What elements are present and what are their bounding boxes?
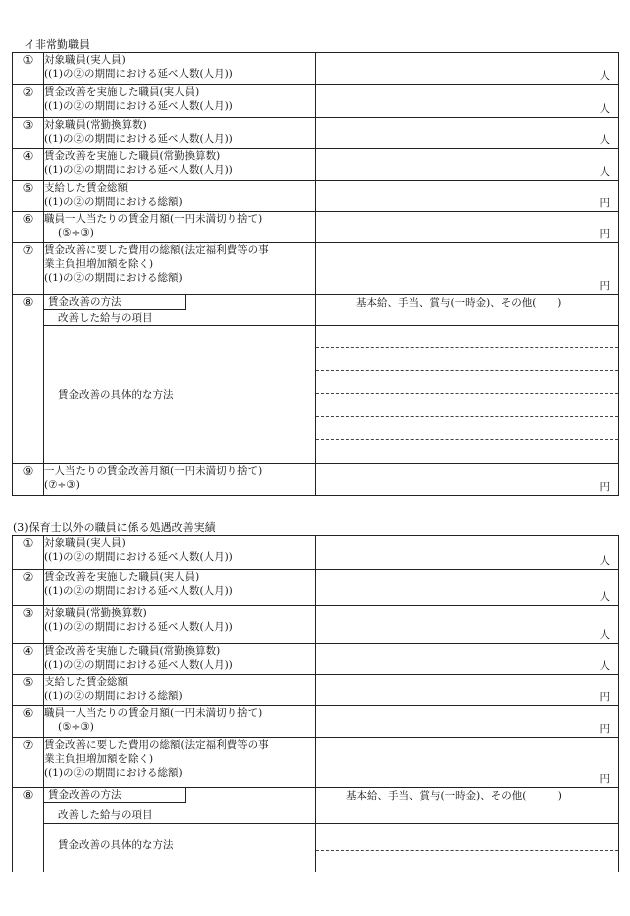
table-row [13, 212, 619, 243]
value-field[interactable] [316, 85, 619, 118]
row-number: ⑤ [13, 181, 44, 212]
row-label-line: 業主負担増加額を除く) [44, 258, 154, 270]
row-number: ⑥ [13, 212, 44, 243]
method-options-field[interactable] [316, 295, 619, 326]
table-row [13, 644, 619, 675]
row-label-line: ((1)の②の期間における延べ人数(人月)) [44, 133, 233, 145]
method-row [13, 788, 619, 824]
unit-label: 人 [599, 591, 610, 603]
dotted-line [316, 347, 618, 348]
part-time-staff-table [12, 52, 619, 496]
row-number: ⑦ [13, 738, 44, 788]
row-label-line: ((1)の②の期間における総額) [44, 272, 183, 284]
specific-method-label: 賃金改善の具体的な方法 [44, 326, 316, 464]
unit-label: 人 [599, 660, 610, 672]
row-label-line: 賃金改善を実施した職員(実人員) [44, 571, 200, 583]
row-label-line: ((1)の②の期間における総額) [44, 196, 183, 208]
row-number: ① [13, 53, 44, 85]
unit-label: 人 [599, 70, 610, 82]
row-label [44, 706, 316, 738]
method-options: 基本給、手当、賞与(一時金)、その他( ) [346, 790, 562, 802]
row-label-line: 支給した賃金総額 [44, 676, 128, 688]
method-options: 基本給、手当、賞与(一時金)、その他( ) [356, 297, 562, 309]
row-label [44, 181, 316, 212]
row-label [44, 243, 316, 295]
specific-method-label: 賃金改善の具体的な方法 [44, 824, 316, 894]
table-row [13, 675, 619, 706]
section-title-part-time: イ非常勤職員 [24, 38, 90, 51]
specific-method-field[interactable] [316, 326, 619, 464]
unit-label: 円 [599, 197, 610, 209]
table-row [13, 118, 619, 149]
value-field[interactable] [316, 243, 619, 295]
table-row [13, 606, 619, 644]
method-detail-row [13, 326, 619, 464]
table-row [13, 243, 619, 295]
value-field[interactable] [316, 181, 619, 212]
row-label-line: 支給した賃金総額 [44, 182, 128, 194]
method-row [13, 295, 619, 326]
method-label: 賃金改善の方法 [44, 788, 186, 803]
unit-label: 円 [599, 228, 610, 240]
row-number: ⑦ [13, 243, 44, 295]
unit-label: 人 [599, 555, 610, 567]
table-row [13, 570, 619, 606]
row-label-line: ((1)の②の期間における総額) [44, 767, 183, 779]
row-number: ④ [13, 149, 44, 181]
row-label-line: ((1)の②の期間における延べ人数(人月)) [44, 68, 233, 80]
dotted-line [316, 439, 618, 440]
table-row [13, 149, 619, 181]
row-label [44, 536, 316, 570]
row-label [44, 606, 316, 644]
method-label: 賃金改善の方法 [44, 295, 186, 310]
row-label-line: 一人当たりの賃金改善月額(一円未満切り捨て) [44, 465, 263, 477]
row-label-line: (⑤÷③) [58, 721, 94, 733]
table-row [13, 536, 619, 570]
row-label-line: 職員一人当たりの賃金月額(一円未満切り捨て) [44, 707, 263, 719]
table-row [13, 706, 619, 738]
row-label [44, 85, 316, 118]
row-label-line: ((1)の②の期間における延べ人数(人月)) [44, 659, 233, 671]
value-field[interactable] [316, 738, 619, 788]
value-field[interactable] [316, 706, 619, 738]
page-bottom-margin [0, 872, 630, 916]
row-label-line: 業主負担増加額を除く) [44, 753, 154, 765]
row-label-line: ((1)の②の期間における延べ人数(人月)) [44, 621, 233, 633]
row-label-line: ((1)の②の期間における延べ人数(人月)) [44, 551, 233, 563]
row-label-line: 対象職員(常勤換算数) [44, 607, 147, 619]
unit-label: 人 [599, 103, 610, 115]
row-label [44, 53, 316, 85]
improved-items-label: 改善した給与の項目 [58, 809, 153, 821]
unit-label: 人 [599, 134, 610, 146]
row-label-line: 対象職員(常勤換算数) [44, 119, 147, 131]
row-number: ⑧ [13, 295, 44, 464]
unit-label: 円 [599, 723, 610, 735]
row-number: ⑨ [13, 464, 44, 496]
unit-label: 人 [599, 629, 610, 641]
dotted-line [316, 393, 618, 394]
improved-items-label: 改善した給与の項目 [58, 312, 153, 324]
dotted-line [316, 850, 618, 851]
row-number: ④ [13, 644, 44, 675]
row-number: ② [13, 570, 44, 606]
method-label-cell [44, 295, 316, 326]
row-label [44, 149, 316, 181]
row-number: ③ [13, 118, 44, 149]
row-label [44, 118, 316, 149]
row-label-line: (⑦÷③) [44, 479, 80, 491]
unit-label: 円 [599, 773, 610, 785]
dotted-line [316, 370, 618, 371]
row-label [44, 464, 316, 496]
value-field[interactable] [316, 118, 619, 149]
value-field[interactable] [316, 464, 619, 496]
value-field[interactable] [316, 606, 619, 644]
row-label [44, 570, 316, 606]
row-label-line: ((1)の②の期間における延べ人数(人月)) [44, 585, 233, 597]
value-field[interactable] [316, 570, 619, 606]
method-options-field[interactable] [316, 788, 619, 824]
value-field[interactable] [316, 149, 619, 181]
table-row [13, 85, 619, 118]
row-number: ③ [13, 606, 44, 644]
value-field[interactable] [316, 212, 619, 243]
row-label-line: 賃金改善を実施した職員(常勤換算数) [44, 150, 221, 162]
table-row [13, 53, 619, 85]
row-label-line: 職員一人当たりの賃金月額(一円未満切り捨て) [44, 213, 263, 225]
row-label-line: ((1)の②の期間における総額) [44, 690, 183, 702]
row-label [44, 644, 316, 675]
row-label-line: 対象職員(実人員) [44, 537, 126, 549]
value-field[interactable] [316, 675, 619, 706]
row-number: ⑥ [13, 706, 44, 738]
section-title-non-nursery-staff: (3)保育士以外の職員に係る処遇改善実績 [13, 521, 216, 534]
unit-label: 円 [599, 481, 610, 493]
row-label [44, 738, 316, 788]
method-label-cell [44, 788, 316, 824]
row-label-line: ((1)の②の期間における延べ人数(人月)) [44, 100, 233, 112]
row-label [44, 675, 316, 706]
table-row [13, 738, 619, 788]
row-number: ⑧ [13, 788, 44, 894]
row-label-line: (⑤÷③) [58, 227, 94, 239]
table-row [13, 464, 619, 496]
row-label-line: 賃金改善に要した費用の総額(法定福利費等の事 [44, 739, 269, 751]
value-field[interactable] [316, 536, 619, 570]
dotted-line [316, 416, 618, 417]
row-label [44, 212, 316, 243]
table-row [13, 181, 619, 212]
unit-label: 円 [599, 280, 610, 292]
row-label-line: 対象職員(実人員) [44, 54, 126, 66]
row-label-line: ((1)の②の期間における延べ人数(人月)) [44, 164, 233, 176]
non-nursery-staff-table [12, 535, 619, 894]
row-label-line: 賃金改善を実施した職員(実人員) [44, 86, 200, 98]
unit-label: 人 [599, 166, 610, 178]
row-number: ① [13, 536, 44, 570]
value-field[interactable] [316, 53, 619, 85]
row-number: ⑤ [13, 675, 44, 706]
row-label-line: 賃金改善を実施した職員(常勤換算数) [44, 645, 221, 657]
row-number: ② [13, 85, 44, 118]
unit-label: 円 [599, 691, 610, 703]
value-field[interactable] [316, 644, 619, 675]
row-label-line: 賃金改善に要した費用の総額(法定福利費等の事 [44, 244, 269, 256]
